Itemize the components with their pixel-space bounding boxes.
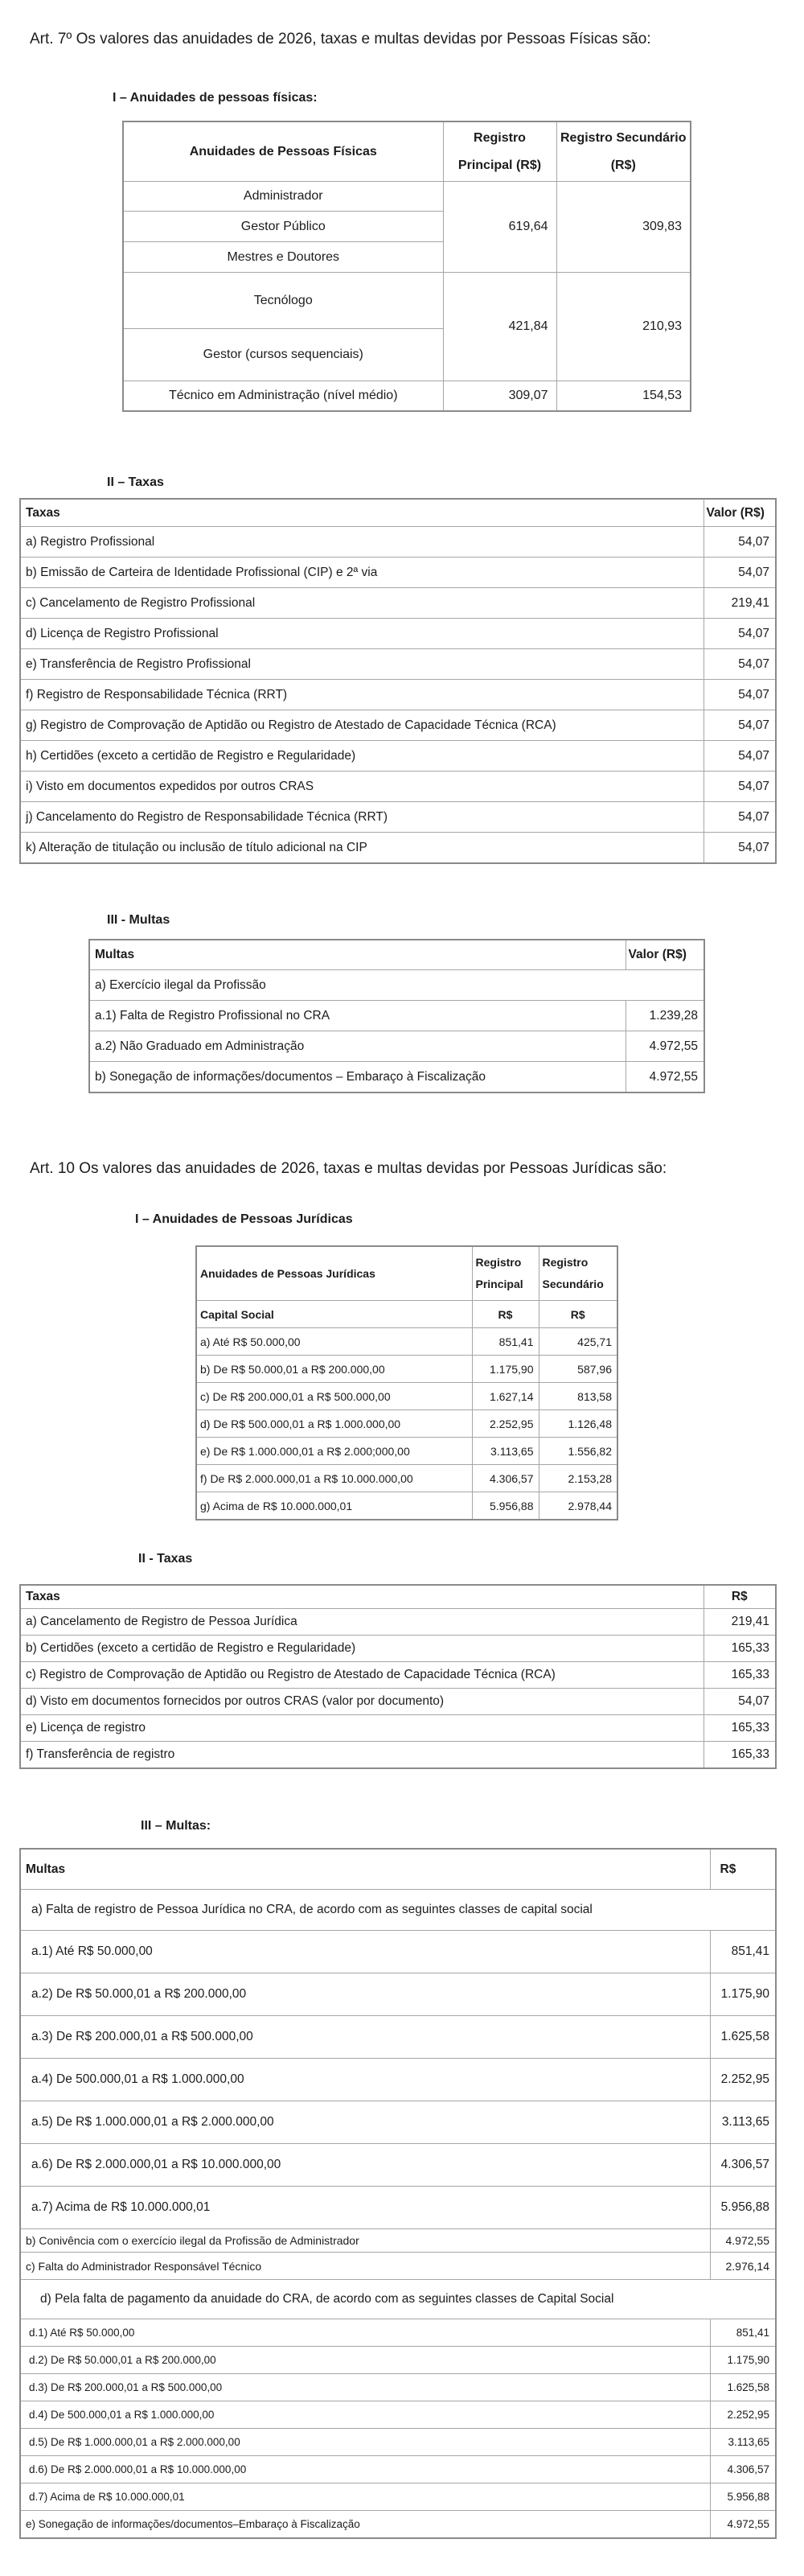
table-row <box>89 970 704 1001</box>
col-header: Taxas <box>20 1585 704 1609</box>
row-label: b) Emissão de Carteira de Identidade Profissional (CIP) e 2ª via <box>20 558 704 588</box>
col-header: R$ <box>472 1301 539 1328</box>
row-value: 54,07 <box>704 833 776 864</box>
table-row <box>20 2280 776 2319</box>
table-row <box>20 1662 776 1689</box>
table-row <box>20 2187 776 2229</box>
row-label: a) Cancelamento de Registro de Pessoa Jurídica <box>20 1609 704 1636</box>
row-value: 4.306,57 <box>472 1465 539 1492</box>
heading-pj-taxas: II - Taxas <box>138 1552 193 1566</box>
table-row <box>20 2511 776 2539</box>
table-row <box>20 2429 776 2456</box>
row-label: a.6) De R$ 2.000.000,01 a R$ 10.000.000,00 <box>20 2144 710 2187</box>
row-label: a) Até R$ 50.000,00 <box>196 1328 472 1356</box>
row-label: b) Conivência com o exercício ilegal da Profissão de Administrador <box>20 2229 710 2253</box>
col-header: Anuidades de Pessoas Jurídicas <box>196 1246 472 1301</box>
row-value: 3.113,65 <box>710 2429 776 2456</box>
row-label: d.4) De 500.000,01 a R$ 1.000.000,00 <box>20 2401 710 2429</box>
table-row <box>20 2101 776 2144</box>
table-row <box>20 2144 776 2187</box>
row-label: e) De R$ 1.000.000,01 a R$ 2.000;000,00 <box>196 1438 472 1465</box>
row-value: 54,07 <box>704 741 776 772</box>
table-row <box>20 1609 776 1636</box>
col-header: Taxas <box>20 499 704 527</box>
row-value: 54,07 <box>704 619 776 649</box>
col-header: Capital Social <box>196 1301 472 1328</box>
row-value: 3.113,65 <box>472 1438 539 1465</box>
row-value: 54,07 <box>704 558 776 588</box>
row-value: 851,41 <box>472 1328 539 1356</box>
row-value: 54,07 <box>704 680 776 710</box>
col-header: Multas <box>20 1849 710 1890</box>
col-header: Valor (R$) <box>626 940 704 970</box>
col-header: Registro Principal <box>472 1246 539 1301</box>
row-label: Administrador <box>123 182 443 212</box>
row-label: d.1) Até R$ 50.000,00 <box>20 2319 710 2347</box>
row-value: 54,07 <box>704 710 776 741</box>
col-header: Registro Principal (R$) <box>443 121 556 182</box>
row-label: a.3) De R$ 200.000,01 a R$ 500.000,00 <box>20 2016 710 2059</box>
pj-taxas-table <box>19 1584 777 1769</box>
row-label: a) Falta de registro de Pessoa Jurídica no CRA, de acordo com as seguintes classes de capital social <box>20 1890 776 1931</box>
row-label: a.2) Não Graduado em Administração <box>89 1031 626 1062</box>
row-value: 813,58 <box>539 1383 617 1410</box>
table-row <box>20 2016 776 2059</box>
table-row <box>196 1438 617 1465</box>
row-value: 1.126,48 <box>539 1410 617 1438</box>
row-value: 851,41 <box>710 1931 776 1973</box>
table-header-row <box>20 499 776 527</box>
row-value: 309,07 <box>443 381 556 412</box>
col-header: Anuidades de Pessoas Físicas <box>123 121 443 182</box>
table-row <box>196 1356 617 1383</box>
col-header: Registro Secundário <box>539 1246 617 1301</box>
row-label: f) De R$ 2.000.000,01 a R$ 10.000.000,00 <box>196 1465 472 1492</box>
row-value: 1.627,14 <box>472 1383 539 1410</box>
table-row <box>123 273 691 329</box>
row-value: 54,07 <box>704 649 776 680</box>
row-label: f) Registro de Responsabilidade Técnica (RRT) <box>20 680 704 710</box>
row-value: 210,93 <box>556 273 691 381</box>
row-label: b) De R$ 50.000,01 a R$ 200.000,00 <box>196 1356 472 1383</box>
row-value: 309,83 <box>556 182 691 273</box>
pf-multas-table <box>88 939 705 1093</box>
table-header-row <box>20 1585 776 1609</box>
row-label: a) Registro Profissional <box>20 527 704 558</box>
table-row <box>89 1001 704 1031</box>
row-label: Mestres e Doutores <box>123 242 443 273</box>
row-value: 425,71 <box>539 1328 617 1356</box>
row-label: j) Cancelamento do Registro de Responsabilidade Técnica (RRT) <box>20 802 704 833</box>
table-row <box>20 619 776 649</box>
table-row <box>20 2059 776 2101</box>
table-row <box>20 1931 776 1973</box>
heading-pf-anuidades: I – Anuidades de pessoas físicas: <box>113 91 318 105</box>
article-10-paragraph: Art. 10 Os valores das anuidades de 2026, taxas e multas devidas por Pessoas Jurídicas são: <box>30 1160 667 1177</box>
row-label: a.2) De R$ 50.000,01 a R$ 200.000,00 <box>20 1973 710 2016</box>
row-label: e) Sonegação de informações/documentos–Embaraço à Fiscalização <box>20 2511 710 2539</box>
col-header: Multas <box>89 940 626 970</box>
table-header-row <box>123 121 691 182</box>
table-row <box>20 588 776 619</box>
table-row <box>20 1715 776 1742</box>
row-label: c) De R$ 200.000,01 a R$ 500.000,00 <box>196 1383 472 1410</box>
row-value: 219,41 <box>704 588 776 619</box>
row-value: 1.625,58 <box>710 2016 776 2059</box>
table-row <box>20 1742 776 1769</box>
row-label: h) Certidões (exceto a certidão de Registro e Regularidade) <box>20 741 704 772</box>
heading-pf-taxas: II – Taxas <box>107 475 164 489</box>
table-row <box>196 1328 617 1356</box>
row-label: k) Alteração de titulação ou inclusão de título adicional na CIP <box>20 833 704 864</box>
table-row <box>20 1973 776 2016</box>
row-label: c) Registro de Comprovação de Aptidão ou Registro de Atestado de Capacidade Técnica (RCA) <box>20 1662 704 1689</box>
table-row <box>20 710 776 741</box>
table-row <box>20 558 776 588</box>
row-value: 54,07 <box>704 1689 776 1715</box>
row-value: 4.972,55 <box>710 2511 776 2539</box>
row-value: 2.252,95 <box>710 2059 776 2101</box>
row-value: 421,84 <box>443 273 556 381</box>
table-row <box>20 2374 776 2401</box>
table-row <box>123 381 691 412</box>
row-value: 5.956,88 <box>472 1492 539 1520</box>
table-row <box>123 182 691 212</box>
row-label: a.5) De R$ 1.000.000,01 a R$ 2.000.000,00 <box>20 2101 710 2144</box>
table-header-row <box>89 940 704 970</box>
table-row <box>20 2456 776 2483</box>
row-value: 619,64 <box>443 182 556 273</box>
pf-taxas-table <box>19 498 777 864</box>
table-row <box>20 1890 776 1931</box>
row-label: Técnico em Administração (nível médio) <box>123 381 443 412</box>
row-label: a.4) De 500.000,01 a R$ 1.000.000,00 <box>20 2059 710 2101</box>
row-label: c) Falta do Administrador Responsável Técnico <box>20 2253 710 2280</box>
row-value: 219,41 <box>704 1609 776 1636</box>
table-header-row <box>20 1849 776 1890</box>
heading-pj-multas: III – Multas: <box>141 1819 211 1833</box>
pf-anuidades-table <box>122 121 691 412</box>
row-value: 4.972,55 <box>626 1031 704 1062</box>
row-value: 587,96 <box>539 1356 617 1383</box>
table-row <box>20 772 776 802</box>
row-label: a.1) Falta de Registro Profissional no CRA <box>89 1001 626 1031</box>
row-value: 54,07 <box>704 772 776 802</box>
row-label: a.7) Acima de R$ 10.000.000,01 <box>20 2187 710 2229</box>
row-label: d.7) Acima de R$ 10.000.000,01 <box>20 2483 710 2511</box>
table-row <box>20 2483 776 2511</box>
row-label: d) De R$ 500.000,01 a R$ 1.000.000,00 <box>196 1410 472 1438</box>
row-value: 2.252,95 <box>710 2401 776 2429</box>
row-label: b) Certidões (exceto a certidão de Registro e Regularidade) <box>20 1636 704 1662</box>
row-value: 851,41 <box>710 2319 776 2347</box>
row-value: 1.175,90 <box>710 2347 776 2374</box>
heading-pj-anuidades: I – Anuidades de Pessoas Jurídicas <box>135 1212 353 1226</box>
row-value: 4.972,55 <box>710 2229 776 2253</box>
table-row <box>20 527 776 558</box>
row-value: 2.153,28 <box>539 1465 617 1492</box>
row-label: g) Registro de Comprovação de Aptidão ou Registro de Atestado de Capacidade Técnica (RCA) <box>20 710 704 741</box>
col-header: R$ <box>704 1585 776 1609</box>
row-label: e) Transferência de Registro Profissional <box>20 649 704 680</box>
row-label: b) Sonegação de informações/documentos – Embaraço à Fiscalização <box>89 1062 626 1093</box>
table-row <box>20 741 776 772</box>
row-value: 1.175,90 <box>472 1356 539 1383</box>
col-header: R$ <box>539 1301 617 1328</box>
pj-anuidades-table <box>195 1245 618 1520</box>
row-label: a) Exercício ilegal da Profissão <box>89 970 704 1001</box>
table-row <box>89 1062 704 1093</box>
row-value: 4.306,57 <box>710 2144 776 2187</box>
row-value: 2.978,44 <box>539 1492 617 1520</box>
table-row <box>20 1689 776 1715</box>
table-subheader-row <box>196 1301 617 1328</box>
row-value: 1.625,58 <box>710 2374 776 2401</box>
row-value: 2.252,95 <box>472 1410 539 1438</box>
table-row <box>196 1465 617 1492</box>
row-label: d.2) De R$ 50.000,01 a R$ 200.000,00 <box>20 2347 710 2374</box>
heading-pf-multas: III - Multas <box>107 913 170 927</box>
row-label: d) Pela falta de pagamento da anuidade do CRA, de acordo com as seguintes classes de Capital Social <box>20 2280 776 2319</box>
row-label: e) Licença de registro <box>20 1715 704 1742</box>
pj-multas-table <box>19 1848 777 2539</box>
row-label: Tecnólogo <box>123 273 443 329</box>
row-value: 1.556,82 <box>539 1438 617 1465</box>
table-row <box>20 2319 776 2347</box>
row-value: 1.175,90 <box>710 1973 776 2016</box>
table-row <box>20 649 776 680</box>
table-row <box>89 1031 704 1062</box>
row-label: g) Acima de R$ 10.000.000,01 <box>196 1492 472 1520</box>
row-value: 165,33 <box>704 1742 776 1769</box>
row-label: d.5) De R$ 1.000.000,01 a R$ 2.000.000,00 <box>20 2429 710 2456</box>
table-row <box>20 2229 776 2253</box>
table-row <box>196 1383 617 1410</box>
row-value: 54,07 <box>704 527 776 558</box>
col-header: Registro Secundário (R$) <box>556 121 691 182</box>
table-row <box>20 1636 776 1662</box>
row-label: d) Visto em documentos fornecidos por outros CRAS (valor por documento) <box>20 1689 704 1715</box>
row-value: 165,33 <box>704 1662 776 1689</box>
table-row <box>20 2253 776 2280</box>
row-value: 154,53 <box>556 381 691 412</box>
row-value: 5.956,88 <box>710 2187 776 2229</box>
row-label: d.3) De R$ 200.000,01 a R$ 500.000,00 <box>20 2374 710 2401</box>
row-label: f) Transferência de registro <box>20 1742 704 1769</box>
table-row <box>196 1492 617 1520</box>
row-value: 165,33 <box>704 1715 776 1742</box>
table-row <box>20 802 776 833</box>
row-label: a.1) Até R$ 50.000,00 <box>20 1931 710 1973</box>
col-header: Valor (R$) <box>704 499 776 527</box>
row-label: Gestor (cursos sequenciais) <box>123 329 443 381</box>
row-value: 54,07 <box>704 802 776 833</box>
table-row <box>20 2401 776 2429</box>
row-value: 4.306,57 <box>710 2456 776 2483</box>
row-label: d.6) De R$ 2.000.000,01 a R$ 10.000.000,00 <box>20 2456 710 2483</box>
row-label: c) Cancelamento de Registro Profissional <box>20 588 704 619</box>
row-label: d) Licença de Registro Profissional <box>20 619 704 649</box>
row-value: 4.972,55 <box>626 1062 704 1093</box>
row-value: 2.976,14 <box>710 2253 776 2280</box>
row-value: 3.113,65 <box>710 2101 776 2144</box>
row-value: 165,33 <box>704 1636 776 1662</box>
table-row <box>196 1410 617 1438</box>
table-row <box>20 833 776 864</box>
table-header-row <box>196 1246 617 1301</box>
row-value: 5.956,88 <box>710 2483 776 2511</box>
table-row <box>20 680 776 710</box>
col-header: R$ <box>710 1849 776 1890</box>
article-7-paragraph: Art. 7º Os valores das anuidades de 2026, taxas e multas devidas por Pessoas Físicas são: <box>30 31 651 47</box>
row-label: i) Visto em documentos expedidos por outros CRAS <box>20 772 704 802</box>
row-label: Gestor Público <box>123 212 443 242</box>
table-row <box>20 2347 776 2374</box>
row-value: 1.239,28 <box>626 1001 704 1031</box>
